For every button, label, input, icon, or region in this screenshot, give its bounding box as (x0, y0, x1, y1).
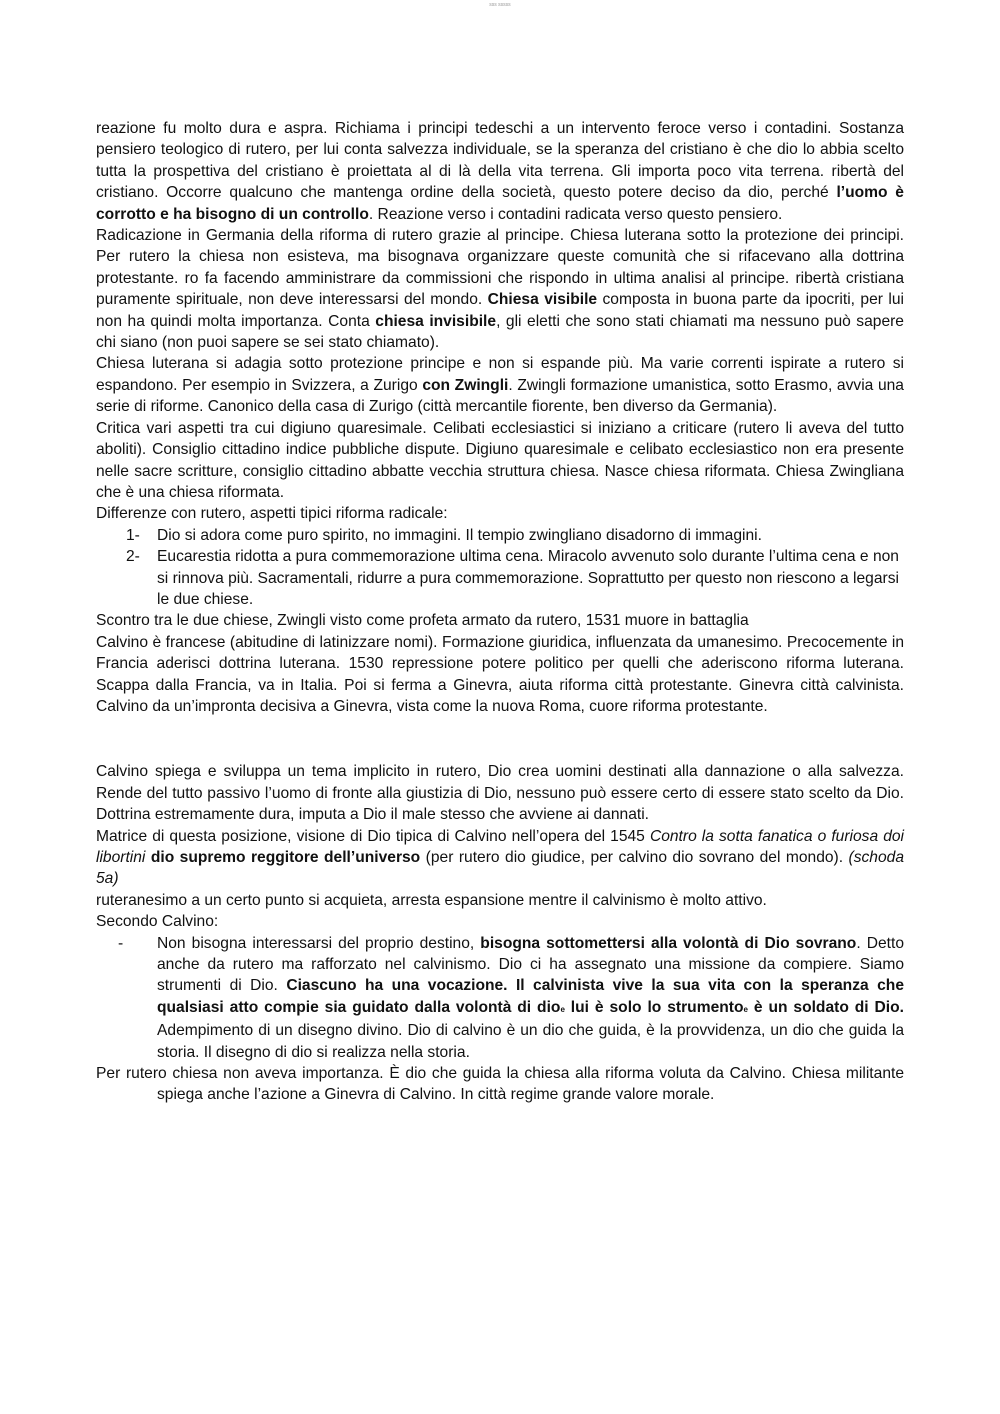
paragraph-predestinazione: Calvino spiega e sviluppa un tema implicito in rutero, Dio crea uomini destinati alla dannazione o alla salvezza. Rende del tutto passivo l’uomo di fronte alla giustizia di Dio, nessuno può essere certo di essere stato scelto da Dio. Dottrina estremamente dura, imputa a Dio il male stesso che avviene ai dannati. (96, 763, 904, 824)
list-number: 2- (126, 548, 140, 566)
text-span: Matrice di questa posizione, visione di Dio tipica di Calvino nell’opera del 1545 (96, 827, 650, 845)
paragraph-zwingli (96, 353, 904, 417)
paragraph-differenze: Differenze con rutero, aspetti tipici riforma radicale: (96, 505, 448, 523)
paragraph-chiesa-luterana (96, 225, 904, 353)
list-dash: - (118, 934, 124, 952)
italic-reference: (schoda 5a) (96, 849, 904, 888)
bold-text: con Zwingli (422, 376, 509, 394)
text-span: composta in buona parte da ipocriti, per lui non ha quindi molta importanza. Conta (96, 291, 904, 330)
text-span: reazione fu molto dura e aspra. Richiama i principi tedeschi a un intervento feroce verso i contadini. Sostanza pensiero teologico di rutero, per lui conta salvezza individuale, se la speranza del cristiano è che dio lo abbia scelto tutta la prospettiva del cristiano è proiettata al di là della vita terrena. Gli importa poco vita terrena. ribertà del cristiano. Occorre qualcuno che mantenga ordine della società, questo potere deciso da dio, perché (96, 120, 904, 202)
superscript-mark: e (560, 1004, 565, 1014)
paragraph-matrice (96, 826, 904, 890)
paragraph-riforma-contadini (96, 118, 904, 225)
bold-text: l’uomo è corrotto e ha bisogno di un controllo (96, 184, 904, 223)
text-span: Radicazione in Germania della riforma di rutero grazie al principe. Chiesa luterana sotto la protezione dei principi. Per rutero la chiesa non esisteva, ma bisognava organizzare queste comunità che si rifacevano alla dottrina protestante. ro fa facendo amministrare da commissioni che rispondo in ultima analisi al principe. ribertà cristiana puramente spirituale, non deve interessarsi del mondo. (96, 227, 904, 309)
text-span: Adempimento di un disegno divino. Dio di calvino è un dio che guida, è la provvidenza, un dio che guida la storia. Il disegno di dio si realizza nella storia. (157, 1022, 904, 1061)
italic-title: Contro la sotta fanatica o furiosa doi libortini (96, 827, 904, 866)
numbered-list-differenze (96, 525, 904, 611)
page-header-mark: sss sssss (489, 2, 511, 8)
text-span: Non bisogna interessarsi del proprio destino, (157, 934, 481, 952)
bold-text: chiesa invisibile (375, 312, 497, 330)
text-span: . Reazione verso i contadini radicata verso questo pensiero. (368, 205, 783, 223)
paragraph-chiesa-militante: Per rutero chiesa non aveva importanza. È dio che guida la chiesa alla riforma voluta da Calvino. Chiesa militante spiega anche l’azione a Ginevra di Calvino. In città regime grande valore morale. (96, 1065, 904, 1104)
text-span: è un soldato di Dio. (747, 998, 904, 1016)
text-span: Ciascuno ha una vocazione. Il calvinista vive la sua vita con la speranza che qualsiasi atto compie sia guidato dalla volontà di dio (157, 977, 904, 1016)
paragraph-scontro: Scontro tra le due chiese, Zwingli visto come profeta armato da rutero, 1531 muore in battaglia (96, 612, 749, 630)
text-span: , gli eletti che sono stati chiamati ma nessuno può sapere chi siano (non puoi sapere se sei stato chiamato). (96, 312, 904, 352)
paragraph-gap (96, 717, 904, 761)
text-span: Chiesa luterana si adagia sotto protezione principe e non si espande più. Ma varie correnti ispirate a rutero si espandono. Per esempio in Svizzera, a Zurigo (96, 355, 904, 394)
text-span: . Zwingli formazione umanistica, sotto Erasmo, avvia una serie di riforme. Canonico della casa di Zurigo (città mercantile fiorente, ben diverso da Germania). (96, 376, 904, 416)
list-item (96, 525, 904, 546)
list-item-text: Eucarestia ridotta a pura commemorazione ultima cena. Miracolo avvenuto solo durante l’ultima cena e non si rinnova più. Sacramentali, ridurre a pura commemorazione. Soprattutto per questo non riescono a legarsi le due chiese. (157, 548, 899, 608)
list-item (96, 933, 904, 1063)
list-item-text: Dio si adora come puro spirito, no immagini. Il tempio zwingliano disadorno di immagini. (157, 526, 762, 544)
bold-text: dio supremo reggitore dell’universo (150, 849, 421, 866)
paragraph-secondo-calvino: Secondo Calvino: (96, 913, 219, 931)
paragraph-calvino-francese: Calvino è francese (abitudine di latinizzare nomi). Formazione giuridica, influenzata da umanesimo. Precocemente in Francia aderisci dottrina luterana. 1530 repressione potere politico per quelli che aderiscono riforma luterana. Scappa dalla Francia, va in Italia. Poi si ferma a Ginevra, aiuta riforma città protestante. Ginevra città calvinista. Calvino da un’impronta decisiva a Ginevra, vista come la nuova Roma, cuore riforma protestante. (96, 633, 904, 715)
bold-text: Chiesa visibile (487, 291, 598, 309)
superscript-mark: e (743, 1004, 748, 1014)
dash-list-calvino (96, 933, 904, 1063)
list-number: 1- (126, 526, 140, 544)
bold-text: bisogna sottomettersi alla volontà di Dio sovrano (480, 934, 857, 952)
text-span: . Detto anche da rutero ma rafforzato nel calvinismo. Dio ci ha assegnato una missione da compiere. Siamo strumenti di Dio. (157, 934, 904, 995)
text-span: lui è solo lo strumento (564, 998, 744, 1016)
list-item (96, 546, 904, 610)
text-span: (per rutero dio giudice, per calvino dio sovrano del mondo). (420, 849, 849, 866)
paragraph-luteranesimo: ruteranesimo a un certo punto si acquieta, arresta espansione mentre il calvinismo è molto attivo. (96, 891, 767, 909)
document-body (96, 118, 904, 1106)
paragraph-critica-digiuno: Critica vari aspetti tra cui digiuno quaresimale. Celibati ecclesiastici si iniziano a criticare (rutero li aveva del tutto aboliti). Consiglio cittadino indice pubbliche dispute. Digiuno quaresimale e celibato ecclesiastico non era presente nelle sacre scritture, consiglio cittadino abbatte vecchia struttura chiesa. Nasce chiesa riformata. Chiesa Zwingliana che è una chiesa riformata. (96, 419, 904, 501)
